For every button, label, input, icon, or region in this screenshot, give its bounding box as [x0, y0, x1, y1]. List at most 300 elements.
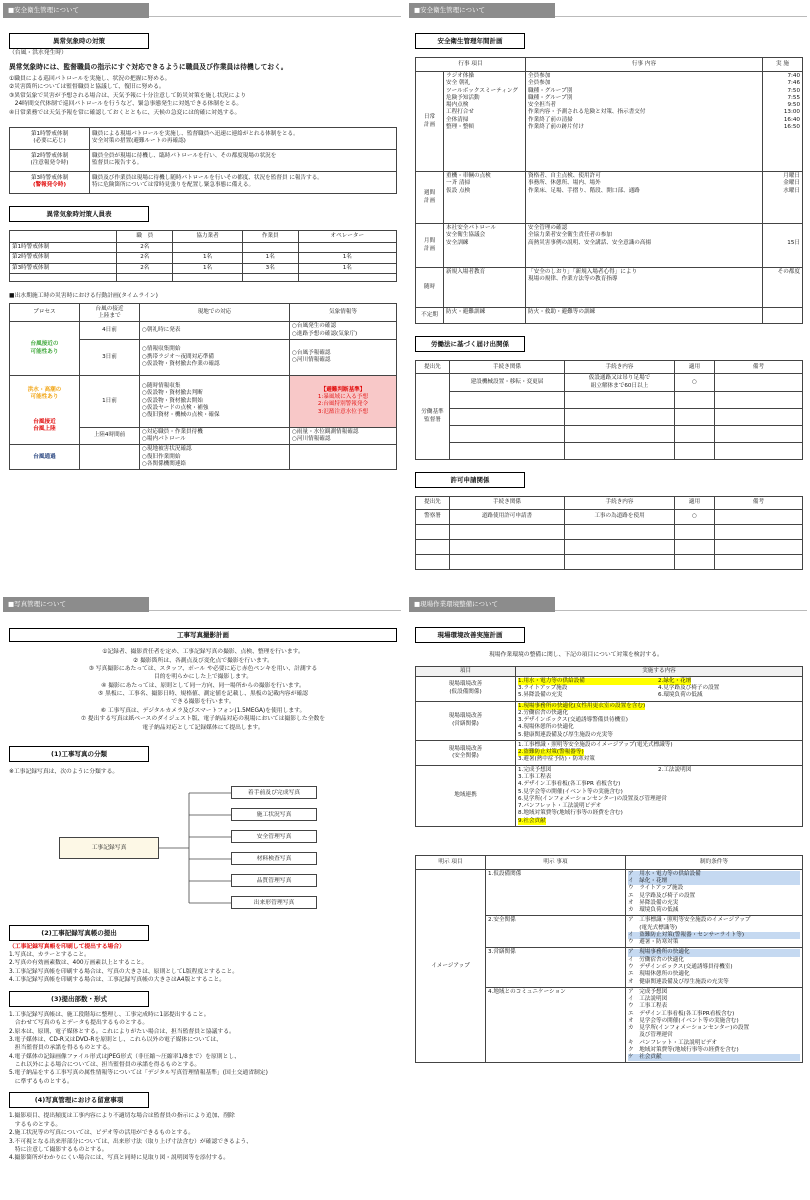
plan-items: [444, 224, 526, 268]
submit-item: 1.写真は、カラーとすること。: [9, 952, 90, 959]
staff-header-cell: 作業員: [242, 231, 298, 243]
permit-cell: [715, 554, 803, 569]
process-label: [12, 341, 77, 356]
img-line: イ 盗難防止対策(警報器・センサーライト等): [628, 932, 800, 939]
plan-content: 作業終了前の跡片付け: [528, 123, 584, 130]
permit-cell: [450, 554, 565, 569]
timeline-info: [290, 375, 397, 427]
permit-header-cell: 適用: [675, 496, 715, 509]
timeline-header-cell: [80, 304, 140, 322]
process-cell: [10, 445, 80, 470]
img-line: イ 緑化・花壇: [628, 878, 800, 885]
plan-item: ラジオ体操: [446, 73, 474, 80]
timeline-time: 上陸4時間前: [80, 427, 140, 445]
permit-cell: [675, 554, 715, 569]
copies-item: 2.原本は、原則、電子媒体とする。これによりがたい場合は、担当監督員と協議する。: [9, 1028, 235, 1035]
plan-content: 防火・救助・避難等の訓練: [528, 309, 596, 316]
alert-level: [10, 127, 90, 149]
staff-cell: 2名: [117, 243, 173, 253]
env-line-text: 5.健康関連設備及び厚生施設の充実等: [518, 731, 613, 738]
env-line: [518, 756, 800, 763]
copies-item: 1.工事記録写真帳は、施工段階毎に整理し、工事完成時に1部提出すること。: [9, 1011, 210, 1018]
staff-cell: [298, 273, 396, 281]
img-line: カ 見学所(インフォメーションセンター)の設置: [628, 1025, 750, 1032]
alert-level-sub: (注意報発令時): [30, 160, 69, 167]
plan-time: 水曜日: [783, 187, 800, 194]
branch-box: 品質管理写真: [231, 874, 317, 887]
img-line: 及び管理運営: [628, 1032, 673, 1039]
env-plan-title: 現場環境改善実施計画: [415, 627, 525, 643]
img-line: ア 用水・電力等の供給設備: [628, 871, 800, 878]
classification-title: (1)工事写真の分類: [9, 746, 149, 762]
plan-item: 全体清掃: [446, 116, 469, 123]
plan-item: 危険予知活動: [446, 94, 480, 101]
info-line: 【避難判断基準】: [320, 386, 366, 393]
plan-time: 16:40: [783, 116, 800, 123]
img-header-cell: 制約条件等: [626, 855, 803, 869]
timeline-info: [290, 339, 397, 375]
timeline-time: [80, 445, 140, 470]
plan-times: [763, 224, 803, 268]
section-title: 異常気象時の対策: [9, 33, 149, 49]
env-row: [416, 701, 803, 740]
timeline-row: [10, 322, 397, 340]
img-line: ア 工事標識・照明等安全施設のイメージアップ: [628, 917, 751, 924]
copies-item: これ以外による場合については、担当監督員の承諾を得るものとする。: [9, 1062, 201, 1069]
plan-content: 安全管理の確認: [528, 225, 568, 232]
plan-time: 9:50: [787, 102, 800, 109]
staff-cell: 2名: [117, 263, 173, 273]
env-line: [518, 678, 800, 685]
branch-box: 着手前及び完成写真: [231, 786, 317, 799]
cell-line: (仮設備関係): [449, 688, 482, 695]
img-line: カ 環境負荷の低減: [628, 907, 679, 914]
plan-item: 仮設 点検: [446, 187, 471, 194]
env-label: [416, 740, 516, 765]
plan-line: ④ 撮影にあたっては、原則として同一方向、同一場所からの撮影を行います。: [101, 682, 305, 689]
plan-contents: [526, 172, 763, 224]
permit-cell: [416, 539, 450, 554]
cell-line: 計画: [423, 121, 436, 128]
plan-line: ⑦ 提出する写真は紙ベースのダイジェスト版、電子納品対応の現場においては撮影した全数を: [80, 716, 326, 723]
plan-item: 安全 朝礼: [446, 80, 471, 87]
timeline-time: 4日前: [80, 322, 140, 340]
permit-title: 許可申請関係: [415, 472, 525, 488]
plan-items: [444, 72, 526, 172]
img-group-lines: [626, 987, 803, 1063]
permit-row: [416, 524, 803, 539]
classification-diagram: [9, 777, 401, 919]
plan-times: [763, 268, 803, 308]
plan-item: 重機・車輌の点検: [446, 173, 491, 180]
staff-cell: 第1時警戒体制: [10, 243, 117, 253]
process-label: [12, 419, 77, 434]
env-line-text: 3.ライトアップ施設: [518, 685, 568, 692]
cell-line: 台風通過: [33, 453, 56, 460]
plan-line: できる撮影を行います。: [171, 699, 235, 706]
env-line-text: 2.緑化・花壇: [658, 677, 692, 684]
plan-time: その都度: [777, 269, 800, 276]
plan-items: [444, 268, 526, 308]
img-header-cell: 明示 項目: [416, 855, 486, 869]
staff-row: [10, 263, 397, 273]
permit-cell: [715, 524, 803, 539]
action-line: ○復旧作業開始: [142, 453, 181, 460]
list-item: ①職員による巡回パトロールを実施し、状況の把握に努める。: [9, 76, 171, 82]
action-line: ○場内パトロール: [142, 436, 186, 443]
plan-time: 16:50: [783, 123, 800, 130]
timeline-action: [140, 322, 290, 340]
env-line: [518, 796, 800, 803]
alert-row: [10, 127, 397, 149]
env-content: [516, 676, 803, 701]
plan-times: [763, 172, 803, 224]
env-label: [416, 765, 516, 826]
list-item: ②災害箇所については監督職員と協議して、復旧に努める。: [9, 84, 165, 91]
photo-plan-list: [9, 648, 397, 732]
env-line-text: 5.昇降設備の充実: [518, 692, 563, 699]
alert-level-name: 第2時警戒体制: [30, 153, 69, 160]
action-line: ○現地被害状況確認: [142, 446, 192, 453]
plan-contents: [526, 308, 763, 324]
labor-cell: [565, 425, 675, 442]
info-line: ○進路予想の確認(気象庁): [292, 330, 358, 337]
submit-title: (2)工事記録写真帳の提出: [9, 925, 149, 941]
img-group-name: 2.安全関係: [486, 916, 626, 948]
alert-level-table: [9, 127, 397, 194]
labor-header-cell: 手続き内容: [565, 361, 675, 374]
action-line: ○随時情報収集: [142, 383, 181, 390]
alert-level-name: 第1時警戒体制: [30, 131, 69, 138]
plan-row: [416, 224, 803, 268]
plan-row: [416, 172, 803, 224]
env-intro: 現場作業環境の整備に関し、下記の項目について対策を検討する。: [489, 652, 663, 659]
timeline-time: 1日前: [80, 375, 140, 427]
plan-time: [765, 276, 800, 283]
timeline-header: [10, 304, 397, 322]
plan-row: [416, 268, 803, 308]
permit-cell: 工事の為道路を使用: [565, 509, 675, 524]
timeline-info: [290, 427, 397, 445]
cell-line: 仮設通路又は吊り足場で: [588, 375, 651, 382]
subtitle: （台風・洪水発生時）: [9, 50, 67, 57]
env-line-text: 2.労働宿舎の快適化: [518, 709, 569, 716]
permit-row: [416, 554, 803, 569]
branch-box: 材料検査写真: [231, 852, 317, 865]
permit-cell: [565, 539, 675, 554]
submit-red-note: （工事記録写真帳を印刷して提出する場合）: [9, 943, 125, 950]
staff-header-cell: 職 員: [117, 231, 173, 243]
process-cell: [10, 322, 80, 376]
timeline-header-cell: [10, 304, 80, 322]
process-label: [12, 454, 77, 461]
alert-level-sub: (必要に応じ): [33, 138, 66, 145]
info-line: ○台風発生の確認: [292, 323, 337, 330]
photo-plan-title: 工事写真撮影計画: [9, 628, 397, 642]
alert-desc-line: 職員による現場パトロールを実施し、監督職員へ迅速に連絡がとれる体制をとる。: [92, 131, 299, 138]
timeline-info: [290, 322, 397, 340]
env-content: [516, 740, 803, 765]
copies-item: 合わせて写真のもとデータも提出するものとする。: [9, 1020, 149, 1027]
branch-box: 出来形管理写真: [231, 896, 317, 909]
staff-cell: 1名: [173, 253, 243, 263]
plan-contents: [526, 268, 763, 308]
img-line: ウ ライトアップ施設: [628, 885, 684, 892]
notes-title: (4)写真管理における留意事項: [9, 1092, 149, 1108]
plan-time: 15日: [787, 239, 800, 246]
env-line: [518, 789, 800, 796]
plan-content: 職種・グループ別: [528, 94, 573, 101]
env-content: [516, 765, 803, 826]
timeline-header-cell: [290, 304, 397, 322]
notes-list: [9, 1112, 401, 1162]
cell-line: 台風の接近: [95, 305, 124, 312]
plan-items: [444, 172, 526, 224]
root-box: 工事記録写真: [59, 837, 159, 859]
env-header-cell: 実施する内容: [516, 666, 803, 676]
permit-cell: [416, 524, 450, 539]
alert-row: [10, 149, 397, 171]
labor-cell: [675, 391, 715, 408]
quadrant-safety-weather: [3, 3, 401, 593]
branch-box: 施工状況写真: [231, 808, 317, 821]
labor-cell: [565, 442, 675, 459]
env-line-text: 3.工事工程表: [518, 773, 552, 780]
section-header: ■現場作業環境整備について: [409, 597, 555, 612]
plan-time: 月曜日: [783, 173, 800, 180]
img-group-name: 4.地域とのコミュニケーション: [486, 987, 626, 1063]
env-improvement-table: [415, 666, 803, 827]
env-line-text: 2.工法説明図: [658, 766, 692, 773]
cell-line: (安全関係): [452, 752, 479, 759]
cell-line: 日常: [423, 114, 436, 121]
plan-line: ② 撮影箇所は、各測点及び変化点で撮影を行います。: [133, 657, 273, 664]
img-line: エ デザイン工事看板(各工事PR看板含む): [628, 1010, 735, 1017]
env-line-text: 6.環境負荷の低減: [658, 692, 703, 699]
labor-cell: [450, 408, 565, 425]
list-item: 24時間交代体制で巡回パトロールを行うなど、緊急事態発生に対処できる体制をとる。: [9, 101, 243, 108]
labor-proc: 建設機械設置・移転・変更届: [450, 374, 565, 392]
timeline-time: 3日前: [80, 339, 140, 375]
info-line: ○台風予報確認: [292, 350, 331, 357]
plan-line: ⑤ 黒板に、工事名、撮影日時、規格値、測定値を記載し、黒板の記載内容が確認: [98, 691, 308, 698]
cell-line: 現場環境改善: [448, 681, 483, 688]
quadrant-annual-plan: [409, 3, 807, 593]
plan-group-label: [416, 72, 444, 172]
img-group-name: 1.仮設備関係: [486, 869, 626, 916]
plan-contents: [526, 224, 763, 268]
labor-row: [416, 391, 803, 408]
copies-item: 5.電子納品をする工事写真の属性情報等については「デジタル写真管理情報基準」(国土交通省制定): [9, 1070, 268, 1077]
plan-group-label: [416, 224, 444, 268]
copies-item: 3.電子媒体は、CD-R又はDVD-Rを原則とし、これら以外の電子媒体については、: [9, 1036, 222, 1043]
lead-text: 異常気象時には、監督職員の指示にすぐ対応できるように職員及び作業員は待機しておく。: [9, 62, 288, 71]
annual-plan-title: 安全衛生管理年間計画: [415, 33, 525, 49]
staff-table-title: 異常気象時対策人員表: [9, 206, 149, 222]
plan-content: 高熱災害事例の説明、安全講話、安全意識の高揚: [528, 239, 652, 246]
action-line: ○朝礼時に発表: [142, 326, 181, 333]
alert-desc-line: 安全対策の措置(避難ルートの再確認): [92, 138, 186, 145]
permit-cell: [450, 539, 565, 554]
plan-time: [765, 309, 800, 316]
plan-content: 資格者、自主点検、使用許可: [528, 173, 601, 180]
plan-group-label: [416, 308, 444, 324]
plan-group-label: [416, 172, 444, 224]
permit-header: [416, 496, 803, 509]
staff-cell: 1名: [173, 263, 243, 273]
plan-group-label: [416, 268, 444, 308]
cell-line: 可能性あり: [30, 348, 59, 355]
labor-cell: [675, 408, 715, 425]
cell-line: 気象情報等: [329, 309, 357, 316]
plan-item: 場内点検: [446, 102, 469, 109]
labor-law-table: [415, 360, 803, 460]
staff-row-empty: [10, 273, 397, 281]
plan-content: 現場の規律、作業方法等の教育指導: [528, 276, 618, 283]
plan-contents: [526, 72, 763, 172]
img-group-name: 3.営繕関係: [486, 948, 626, 987]
plan-item: 一斉 清掃: [446, 180, 471, 187]
alert-level: [10, 149, 90, 171]
cell-line: 台風上陸: [33, 426, 56, 433]
permit-cell: 警察署: [416, 509, 450, 524]
action-line: ○仮設物・資材撤去作業の確認: [142, 360, 220, 367]
cell-line: 地域連携: [454, 792, 477, 799]
cell-line: 洪水・高潮の: [27, 386, 62, 393]
permit-header-cell: 備考: [715, 496, 803, 509]
alert-desc-line: 監督員に報告する。: [92, 160, 143, 167]
action-line: ○仮設物・資材撤去判断: [142, 390, 203, 397]
timeline-table: [9, 303, 397, 470]
env-line-text: 3.デザインボックス(交通誘導警備員待機室): [518, 717, 628, 724]
cell-line: 不定期: [421, 311, 438, 318]
cell-line: 労働基準: [421, 409, 444, 416]
staff-cell: [242, 243, 298, 253]
info-line: 2:台風特別警報発令: [317, 401, 369, 408]
plan-content: 全協力業者安全衛生責任者の参加: [528, 232, 612, 239]
action-line: ○携帯ラジオ～夜間対応準備: [142, 353, 215, 360]
timeline-row: [10, 445, 397, 470]
staff-cell: [242, 273, 298, 281]
quadrant-photo-management: [3, 597, 401, 1187]
alert-desc: [90, 127, 397, 149]
env-line-text: 2.盗難防止対策(警報器等): [518, 749, 584, 756]
plan-item: ツールボックスミーティング: [446, 87, 518, 94]
alert-desc: [90, 171, 397, 193]
permit-cell: [715, 509, 803, 524]
permit-cell: 道路使用許可申請書: [450, 509, 565, 524]
cell-line: 台風接近の: [30, 341, 59, 348]
submit-item: 4.工事記録写真帳を印刷する場合は、工事記録写真帳の大きさはA4版とすること。: [9, 977, 226, 984]
copies-title: (3)提出部数・形式: [9, 991, 149, 1007]
labor-cell: [715, 425, 803, 442]
title-box-wrap: [9, 33, 401, 49]
plan-times: [763, 308, 803, 324]
permit-row: [416, 539, 803, 554]
permit-table: [415, 496, 803, 570]
img-line: ク 地域対策費等(地域行事等の経費を含む): [628, 1046, 739, 1053]
labor-cell: [675, 442, 715, 459]
info-line: 3:氾濫注意水位予想: [317, 408, 369, 415]
cell-line: 現場環境改善: [448, 745, 483, 752]
permit-cell: [675, 524, 715, 539]
diagram-connectors: [9, 777, 397, 919]
plan-item: 整理・整頓: [446, 123, 474, 130]
env-row: [416, 765, 803, 826]
timeline-action: [140, 427, 290, 445]
plan-time: [765, 225, 800, 232]
cell-line: 組立解体まで60日以上: [590, 382, 649, 389]
plan-content: 全員参加: [528, 80, 551, 87]
info-line: ○河川情報確認: [292, 357, 331, 364]
section-header: ■写真管理について: [3, 597, 149, 612]
env-line: [518, 781, 800, 788]
img-line: オ 健康関連設備及び厚生施設の充実等: [628, 978, 729, 985]
env-line: [518, 692, 800, 699]
copies-item: 4.電子媒体の記録画像ファイル形式はJPEG形式（非圧縮～圧縮率1/8まで）を原則とし、: [9, 1053, 240, 1060]
timeline-row: [10, 375, 397, 427]
env-label: [416, 676, 516, 701]
img-line: ア 現場事務所の快適化: [628, 949, 800, 956]
cell-line: 現地での対応: [197, 309, 232, 316]
staff-cell: 1名: [298, 263, 396, 273]
copies-item: 担当監督員の承諾を得るものとする。: [9, 1045, 114, 1052]
permit-cell: [416, 554, 450, 569]
process-label: [12, 387, 77, 402]
plan-items: [444, 308, 526, 324]
env-line-text: 4.見学路及び椅子の設置: [658, 685, 720, 692]
submit-list: [9, 951, 401, 985]
env-header-cell: 項目: [416, 666, 516, 676]
staff-header: [10, 231, 397, 243]
plan-content: 作業床、足場、手摺り、階段、開口部、通路: [528, 187, 640, 194]
permit-cell: [715, 539, 803, 554]
env-header: [416, 666, 803, 676]
plan-line: 目的を明らかにした上で撮影します。: [153, 674, 253, 681]
copies-list: [9, 1011, 401, 1087]
env-line-text: 4.現場休憩所の快適化: [518, 724, 574, 731]
plan-line: ①記録者、撮影責任者を定め、工事記録写真の撮影、点検、整理を行います。: [102, 649, 304, 656]
plan-item: 本社安全パトロール: [446, 225, 497, 232]
plan-time: 7:46: [787, 80, 800, 87]
action-line: ○仮設ヤードの点検・補強: [142, 404, 209, 411]
env-line: [518, 818, 800, 825]
env-line: [518, 767, 800, 774]
alert-level: [10, 171, 90, 193]
img-group-lines: [626, 869, 803, 916]
staff-cell: [173, 243, 243, 253]
permit-cell: [675, 539, 715, 554]
action-line: ○対応職員・作業員待機: [142, 428, 203, 435]
labor-content: [565, 374, 675, 392]
env-line-text: 4.デザイン工事看板(各工事PR 看板含む): [518, 781, 621, 788]
permit-cell: [565, 524, 675, 539]
img-line: ケ 社会貢献: [628, 1054, 800, 1061]
img-line: エ 現場休憩所の快適化: [628, 971, 690, 978]
labor-dest: [416, 374, 450, 460]
info-line: ○河川情報確認: [292, 436, 331, 443]
notes-item: 3.不可視となる出来形部分については、出来形寸法（取り上げ寸法含む）が確認できるよう、: [9, 1138, 253, 1145]
img-line: キ パンフレット・工法説明ビデオ: [628, 1039, 718, 1046]
alert-desc: [90, 149, 397, 171]
staff-cell: 1名: [242, 253, 298, 263]
action-line: ○情報収集開始: [142, 346, 181, 353]
env-line-text: 3.避暑(熱中症予防)・防寒対策: [518, 756, 595, 763]
labor-cell: [715, 408, 803, 425]
plan-header-cell: 行事 項目: [416, 58, 526, 72]
img-group-lines: [626, 916, 803, 948]
timeline-action: [140, 375, 290, 427]
